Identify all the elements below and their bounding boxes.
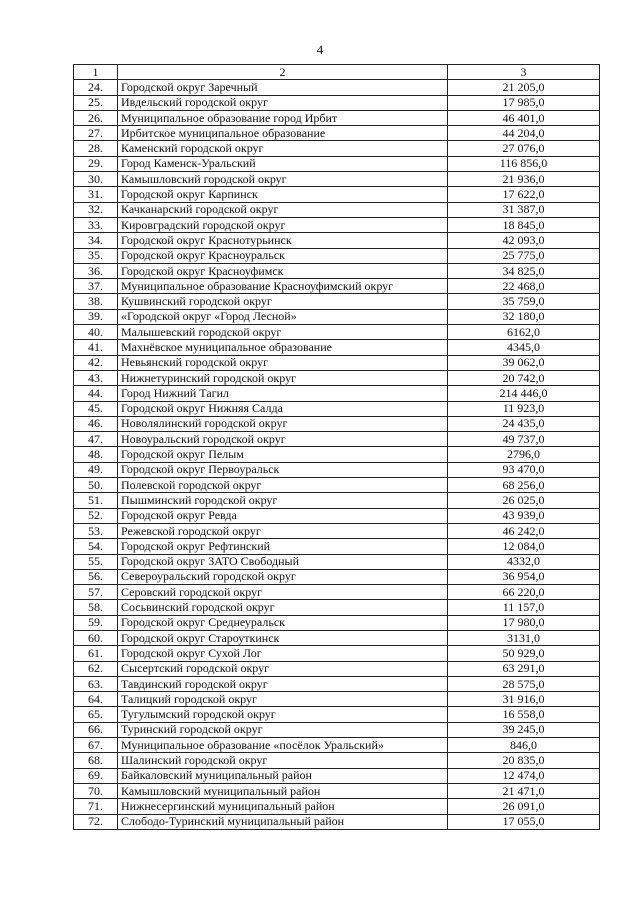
amount-value: 43 939,0	[448, 508, 600, 523]
amount-value: 4345,0	[448, 340, 600, 355]
amount-value: 44 204,0	[448, 126, 600, 141]
row-number: 44.	[74, 386, 118, 401]
municipality-name: Кушвинский городской округ	[118, 294, 448, 309]
amount-value: 25 775,0	[448, 248, 600, 263]
municipality-name: Городской округ Красноуральск	[118, 248, 448, 263]
row-number: 64.	[74, 692, 118, 707]
amount-value: 17 055,0	[448, 814, 600, 829]
table-row	[74, 263, 600, 278]
table-row	[74, 615, 600, 630]
row-number: 62.	[74, 661, 118, 676]
municipality-name: Городской округ Карпинск	[118, 187, 448, 202]
amount-value: 24 435,0	[448, 416, 600, 431]
row-number: 56.	[74, 569, 118, 584]
municipality-name: Североуральский городской округ	[118, 569, 448, 584]
municipality-name: Камышловский городской округ	[118, 172, 448, 187]
amount-value: 93 470,0	[448, 462, 600, 477]
municipality-name: Муниципальное образование город Ирбит	[118, 110, 448, 125]
municipality-name: Качканарский городской округ	[118, 202, 448, 217]
municipality-name: Махнёвское муниципальное образование	[118, 340, 448, 355]
amount-value: 21 936,0	[448, 172, 600, 187]
table-row	[74, 676, 600, 691]
row-number: 45.	[74, 401, 118, 416]
municipality-name: Городской округ Ревда	[118, 508, 448, 523]
table-row	[74, 126, 600, 141]
amount-value: 39 245,0	[448, 722, 600, 737]
row-number: 37.	[74, 279, 118, 294]
amount-value: 27 076,0	[448, 141, 600, 156]
row-number: 61.	[74, 646, 118, 661]
municipality-name: Городской округ ЗАТО Свободный	[118, 554, 448, 569]
table-row	[74, 187, 600, 202]
row-number: 72.	[74, 814, 118, 829]
row-number: 48.	[74, 447, 118, 462]
municipality-name: Тугулымский городской округ	[118, 707, 448, 722]
amount-value: 49 737,0	[448, 432, 600, 447]
amount-value: 36 954,0	[448, 569, 600, 584]
table-row	[74, 432, 600, 447]
row-number: 59.	[74, 615, 118, 630]
table-row	[74, 340, 600, 355]
amount-value: 31 916,0	[448, 692, 600, 707]
municipality-name: Городской округ Первоуральск	[118, 462, 448, 477]
municipality-name: Нижнетуринский городской округ	[118, 370, 448, 385]
row-number: 65.	[74, 707, 118, 722]
table-row	[74, 478, 600, 493]
table-row	[74, 783, 600, 798]
row-number: 69.	[74, 768, 118, 783]
amount-value: 50 929,0	[448, 646, 600, 661]
table-row	[74, 768, 600, 783]
row-number: 58.	[74, 600, 118, 615]
amount-value: 3131,0	[448, 630, 600, 645]
municipality-name: Муниципальное образование Красноуфимский округ	[118, 279, 448, 294]
amount-value: 17 622,0	[448, 187, 600, 202]
amount-value: 21 205,0	[448, 80, 600, 95]
municipality-name: Нижнесергинский муниципальный район	[118, 799, 448, 814]
row-number: 50.	[74, 478, 118, 493]
amount-value: 35 759,0	[448, 294, 600, 309]
table-row	[74, 172, 600, 187]
table-row	[74, 753, 600, 768]
table-row	[74, 539, 600, 554]
table-row	[74, 325, 600, 340]
table-row	[74, 508, 600, 523]
municipality-name: Полевской городской округ	[118, 478, 448, 493]
table-row	[74, 80, 600, 95]
amount-value: 46 401,0	[448, 110, 600, 125]
row-number: 52.	[74, 508, 118, 523]
table-row	[74, 156, 600, 171]
municipality-name: Ирбитское муниципальное образование	[118, 126, 448, 141]
municipality-name: Камышловский муниципальный район	[118, 783, 448, 798]
table-row	[74, 202, 600, 217]
table-row	[74, 569, 600, 584]
row-number: 30.	[74, 172, 118, 187]
amount-value: 42 093,0	[448, 233, 600, 248]
table-row	[74, 447, 600, 462]
row-number: 66.	[74, 722, 118, 737]
page-number: 4	[316, 42, 324, 57]
table-row	[74, 233, 600, 248]
amount-value: 28 575,0	[448, 676, 600, 691]
municipality-name: Каменский городской округ	[118, 141, 448, 156]
row-number: 40.	[74, 325, 118, 340]
row-number: 36.	[74, 263, 118, 278]
row-number: 68.	[74, 753, 118, 768]
table-row	[74, 309, 600, 324]
amount-value: 116 856,0	[448, 156, 600, 171]
amount-value: 46 242,0	[448, 523, 600, 538]
amount-value: 26 025,0	[448, 493, 600, 508]
municipality-name: Слободо-Туринский муниципальный район	[118, 814, 448, 829]
municipality-name: Кировградский городской округ	[118, 217, 448, 232]
municipality-name: Серовский городской округ	[118, 585, 448, 600]
municipality-name: Новолялинский городской округ	[118, 416, 448, 431]
municipality-name: Тавдинский городской округ	[118, 676, 448, 691]
amount-value: 26 091,0	[448, 799, 600, 814]
row-number: 71.	[74, 799, 118, 814]
municipality-name: Шалинский городской округ	[118, 753, 448, 768]
amount-value: 32 180,0	[448, 309, 600, 324]
table-row	[74, 799, 600, 814]
amount-value: 16 558,0	[448, 707, 600, 722]
row-number: 32.	[74, 202, 118, 217]
municipality-name: Городской округ Рефтинский	[118, 539, 448, 554]
municipality-name: Городской округ Краснотурьинск	[118, 233, 448, 248]
table-row	[74, 814, 600, 829]
row-number: 27.	[74, 126, 118, 141]
table-row	[74, 707, 600, 722]
amount-value: 846,0	[448, 738, 600, 753]
row-number: 29.	[74, 156, 118, 171]
row-number: 57.	[74, 585, 118, 600]
amount-value: 12 474,0	[448, 768, 600, 783]
table-row	[74, 416, 600, 431]
municipality-name: Туринский городской округ	[118, 722, 448, 737]
amount-value: 2796,0	[448, 447, 600, 462]
row-number: 43.	[74, 370, 118, 385]
municipality-name: Режевской городской округ	[118, 523, 448, 538]
table-row	[74, 661, 600, 676]
row-number: 33.	[74, 217, 118, 232]
table-row	[74, 585, 600, 600]
municipality-name: Талицкий городской округ	[118, 692, 448, 707]
municipality-name: Байкаловский муниципальный район	[118, 768, 448, 783]
amount-value: 17 985,0	[448, 95, 600, 110]
table-row	[74, 279, 600, 294]
row-number: 34.	[74, 233, 118, 248]
amount-value: 6162,0	[448, 325, 600, 340]
table-row	[74, 110, 600, 125]
municipality-name: Городской округ Пелым	[118, 447, 448, 462]
row-number: 39.	[74, 309, 118, 324]
municipality-name: Невьянский городской округ	[118, 355, 448, 370]
municipality-name: Город Нижний Тагил	[118, 386, 448, 401]
table-row	[74, 493, 600, 508]
amount-value: 20 742,0	[448, 370, 600, 385]
amount-value: 39 062,0	[448, 355, 600, 370]
row-number: 46.	[74, 416, 118, 431]
row-number: 28.	[74, 141, 118, 156]
row-number: 47.	[74, 432, 118, 447]
municipality-name: Городской округ Староуткинск	[118, 630, 448, 645]
row-number: 54.	[74, 539, 118, 554]
amount-value: 20 835,0	[448, 753, 600, 768]
municipality-name: «Городской округ «Город Лесной»	[118, 309, 448, 324]
municipality-name: Город Каменск-Уральский	[118, 156, 448, 171]
amount-value: 214 446,0	[448, 386, 600, 401]
table-row	[74, 523, 600, 538]
table-header-row	[74, 65, 600, 80]
municipality-name: Ивдельский городской округ	[118, 95, 448, 110]
municipality-name: Городской округ Заречный	[118, 80, 448, 95]
amount-value: 63 291,0	[448, 661, 600, 676]
row-number: 67.	[74, 738, 118, 753]
table-row	[74, 401, 600, 416]
table-row	[74, 462, 600, 477]
row-number: 31.	[74, 187, 118, 202]
municipality-name: Городской округ Нижняя Салда	[118, 401, 448, 416]
row-number: 42.	[74, 355, 118, 370]
table-row	[74, 248, 600, 263]
amount-value: 31 387,0	[448, 202, 600, 217]
row-number: 51.	[74, 493, 118, 508]
table-row	[74, 646, 600, 661]
amount-value: 11 923,0	[448, 401, 600, 416]
row-number: 41.	[74, 340, 118, 355]
table-row	[74, 355, 600, 370]
table-row	[74, 630, 600, 645]
municipality-name: Муниципальное образование «посёлок Уральский»	[118, 738, 448, 753]
amount-value: 12 084,0	[448, 539, 600, 554]
budget-table	[73, 64, 600, 830]
amount-value: 22 468,0	[448, 279, 600, 294]
row-number: 53.	[74, 523, 118, 538]
amount-value: 18 845,0	[448, 217, 600, 232]
amount-value: 11 157,0	[448, 600, 600, 615]
amount-value: 68 256,0	[448, 478, 600, 493]
row-number: 38.	[74, 294, 118, 309]
table-row	[74, 95, 600, 110]
municipality-name: Сысертский городской округ	[118, 661, 448, 676]
amount-value: 34 825,0	[448, 263, 600, 278]
municipality-name: Городской округ Красноуфимск	[118, 263, 448, 278]
row-number: 35.	[74, 248, 118, 263]
row-number: 55.	[74, 554, 118, 569]
table-row	[74, 692, 600, 707]
row-number: 70.	[74, 783, 118, 798]
municipality-name: Городской округ Среднеуральск	[118, 615, 448, 630]
row-number: 26.	[74, 110, 118, 125]
amount-value: 17 980,0	[448, 615, 600, 630]
table-row	[74, 600, 600, 615]
row-number: 24.	[74, 80, 118, 95]
table-row	[74, 554, 600, 569]
table-row	[74, 141, 600, 156]
table-row	[74, 386, 600, 401]
amount-value: 4332,0	[448, 554, 600, 569]
municipality-name: Сосьвинский городской округ	[118, 600, 448, 615]
municipality-name: Новоуральский городской округ	[118, 432, 448, 447]
row-number: 49.	[74, 462, 118, 477]
column-header-2: 2	[118, 65, 448, 80]
amount-value: 21 471,0	[448, 783, 600, 798]
municipality-name: Малышевский городской округ	[118, 325, 448, 340]
table-row	[74, 370, 600, 385]
table-row	[74, 738, 600, 753]
table-row	[74, 722, 600, 737]
row-number: 25.	[74, 95, 118, 110]
municipality-name: Пышминский городской округ	[118, 493, 448, 508]
row-number: 63.	[74, 676, 118, 691]
column-header-3: 3	[448, 65, 600, 80]
table-row	[74, 294, 600, 309]
column-header-1: 1	[74, 65, 118, 80]
amount-value: 66 220,0	[448, 585, 600, 600]
municipality-name: Городской округ Сухой Лог	[118, 646, 448, 661]
row-number: 60.	[74, 630, 118, 645]
table-row	[74, 217, 600, 232]
